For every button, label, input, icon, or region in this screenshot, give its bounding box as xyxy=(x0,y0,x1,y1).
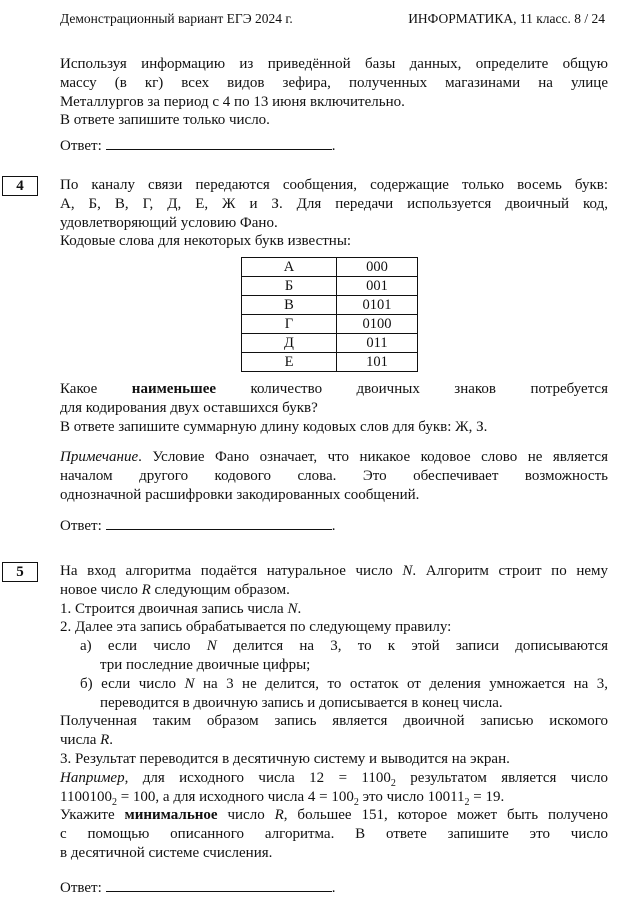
text-run: 1100100 xyxy=(60,788,112,805)
task5-answer xyxy=(60,878,336,898)
task4-line: Кодовые слова для некоторых букв известны: xyxy=(60,233,352,250)
task5-line: Полученная таким образом запись является двоичной записью искомого xyxy=(60,713,608,730)
var-r: R xyxy=(274,807,284,824)
task5-number-box: 5 xyxy=(2,562,38,582)
task5-line: с помощью описанного алгоритма. В ответе запишите это число xyxy=(60,826,608,843)
task4-line: А, Б, В, Г, Д, Е, Ж и З. Для передачи используется двоичный код, xyxy=(60,195,608,212)
note-text: . Условие Фано означает, что никакое кодовое слово не является xyxy=(138,449,608,465)
task3-answer xyxy=(60,136,336,156)
task3-line: Используя информацию из приведённой базы данных, определите общую xyxy=(60,56,608,72)
header-exam-title: Демонстрационный вариант ЕГЭ 2024 г. xyxy=(60,11,293,26)
subscript: 2 xyxy=(111,796,117,808)
question-bold-word: наименьшее xyxy=(131,381,217,397)
text-run: делится на 3, то к этой записи дописываются xyxy=(216,638,608,655)
task5-line: в десятичной системе счисления. xyxy=(60,844,273,861)
subscript: 2 xyxy=(464,796,470,808)
text-run: это число 10011 xyxy=(358,788,465,805)
example-label: Например xyxy=(60,769,125,786)
code-value: 101 xyxy=(337,353,418,372)
table-row xyxy=(242,277,418,296)
var-n: N xyxy=(402,563,413,579)
task5-line xyxy=(60,731,608,750)
task4-note xyxy=(60,448,608,504)
task4-question-line: для кодирования двух оставшихся букв? xyxy=(60,399,318,416)
task5-text xyxy=(60,562,608,863)
code-value: 001 xyxy=(337,277,418,296)
task3-text xyxy=(60,55,608,130)
code-letter: В xyxy=(242,296,337,315)
text-run: . Алгоритм строит по нему xyxy=(412,563,608,579)
text-run: На вход алгоритма подаётся натуральное число xyxy=(60,563,403,579)
code-letter: А xyxy=(242,258,337,277)
var-n: N xyxy=(287,600,298,617)
code-letter: Б xyxy=(242,277,337,296)
task5-line: три последние двоичные цифры; xyxy=(100,656,311,673)
table-row xyxy=(242,334,418,353)
table-row xyxy=(242,296,418,315)
text-run: результатом является число xyxy=(395,769,608,786)
task5-line xyxy=(60,769,608,788)
code-letter: Е xyxy=(242,353,337,372)
answer-tail: . xyxy=(331,138,336,154)
task4-intro xyxy=(60,176,608,251)
task4-line: удовлетворяющий условию Фано. xyxy=(60,214,278,231)
text-run: = 100, а для исходного числа 4 = 100 xyxy=(116,788,354,805)
text-run: следующим образом. xyxy=(150,581,290,598)
table-row xyxy=(242,315,418,334)
text-run: новое число xyxy=(60,581,142,598)
text-run: 1. Строится двоичная запись числа xyxy=(60,600,288,617)
task3-line: массу (в кг) всех видов зефира, полученных магазинами на улице xyxy=(60,74,608,91)
task5-line xyxy=(60,581,608,600)
note-label: Примечание xyxy=(60,449,139,465)
header-subject-page: ИНФОРМАТИКА, 11 класс. 8 / 24 xyxy=(408,11,605,26)
task5-line: переводится в двоичную запись и дописывается в конец числа. xyxy=(100,694,503,711)
answer-blank[interactable] xyxy=(106,136,332,150)
text-run: на 3 не делится, то остаток от деления умножается на 3, xyxy=(194,675,608,692)
task4-number-box: 4 xyxy=(2,176,38,196)
text-run: . xyxy=(109,732,114,749)
task5-line xyxy=(60,788,608,807)
task5-line: 2. Далее эта запись обрабатывается по следующему правилу: xyxy=(60,619,452,636)
code-value: 0100 xyxy=(337,315,418,334)
task4-question-line: В ответе запишите суммарную длину кодовых слов для букв: Ж, З. xyxy=(60,418,488,435)
var-n: N xyxy=(184,675,195,692)
code-letter: Г xyxy=(242,315,337,334)
answer-label: Ответ: xyxy=(60,518,102,534)
var-n: N xyxy=(206,638,217,655)
note-line xyxy=(60,448,608,467)
task4-answer xyxy=(60,516,336,536)
task5-line: 3. Результат переводится в десятичную систему и выводится на экран. xyxy=(60,750,510,767)
task3-line: В ответе запишите только число. xyxy=(60,112,270,129)
table-row xyxy=(242,258,418,277)
text-run: , для исходного числа 12 = 1100 xyxy=(124,769,391,786)
answer-blank[interactable] xyxy=(106,516,332,530)
question-word: Какое xyxy=(60,381,98,397)
code-table xyxy=(241,257,418,372)
code-letter: Д xyxy=(242,334,337,353)
task5-line xyxy=(60,600,608,619)
note-line: однозначной расшифровки закодированных сообщений. xyxy=(60,486,420,503)
var-r: R xyxy=(141,581,151,598)
answer-tail: . xyxy=(331,518,336,534)
text-run: Укажите xyxy=(60,807,125,824)
text-run: число xyxy=(217,807,275,824)
text-run: . xyxy=(297,600,302,617)
table-row xyxy=(242,353,418,372)
code-value: 011 xyxy=(337,334,418,353)
code-value: 000 xyxy=(337,258,418,277)
answer-tail: . xyxy=(331,880,336,896)
task5-line xyxy=(60,562,608,581)
subscript: 2 xyxy=(390,777,396,789)
text-run: а) если число xyxy=(80,638,207,655)
page-header xyxy=(60,10,605,28)
task4-line: По каналу связи передаются сообщения, содержащие только восемь букв: xyxy=(60,177,608,193)
answer-label: Ответ: xyxy=(60,138,102,154)
task4-question xyxy=(60,380,608,436)
task5-line xyxy=(60,806,608,825)
question-rest: количество двоичных знаков потребуется xyxy=(250,381,608,397)
text-run: б) если число xyxy=(80,675,185,692)
task3-line: Металлургов за период с 4 по 13 июня включительно. xyxy=(60,93,405,110)
code-value: 0101 xyxy=(337,296,418,315)
answer-label: Ответ: xyxy=(60,880,102,896)
subscript: 2 xyxy=(353,796,359,808)
answer-blank[interactable] xyxy=(106,878,332,892)
text-run: = 19. xyxy=(469,788,505,805)
note-line: началом другого кодового слова. Это обеспечивает возможность xyxy=(60,467,608,484)
task4-question-line xyxy=(60,380,608,399)
text-run: , большее 151, которое может быть получено xyxy=(283,807,608,824)
task5-line xyxy=(60,675,608,694)
var-r: R xyxy=(100,732,110,749)
text-run: числа xyxy=(60,732,101,749)
task5-line xyxy=(60,637,608,656)
bold-word: минимальное xyxy=(124,807,218,824)
